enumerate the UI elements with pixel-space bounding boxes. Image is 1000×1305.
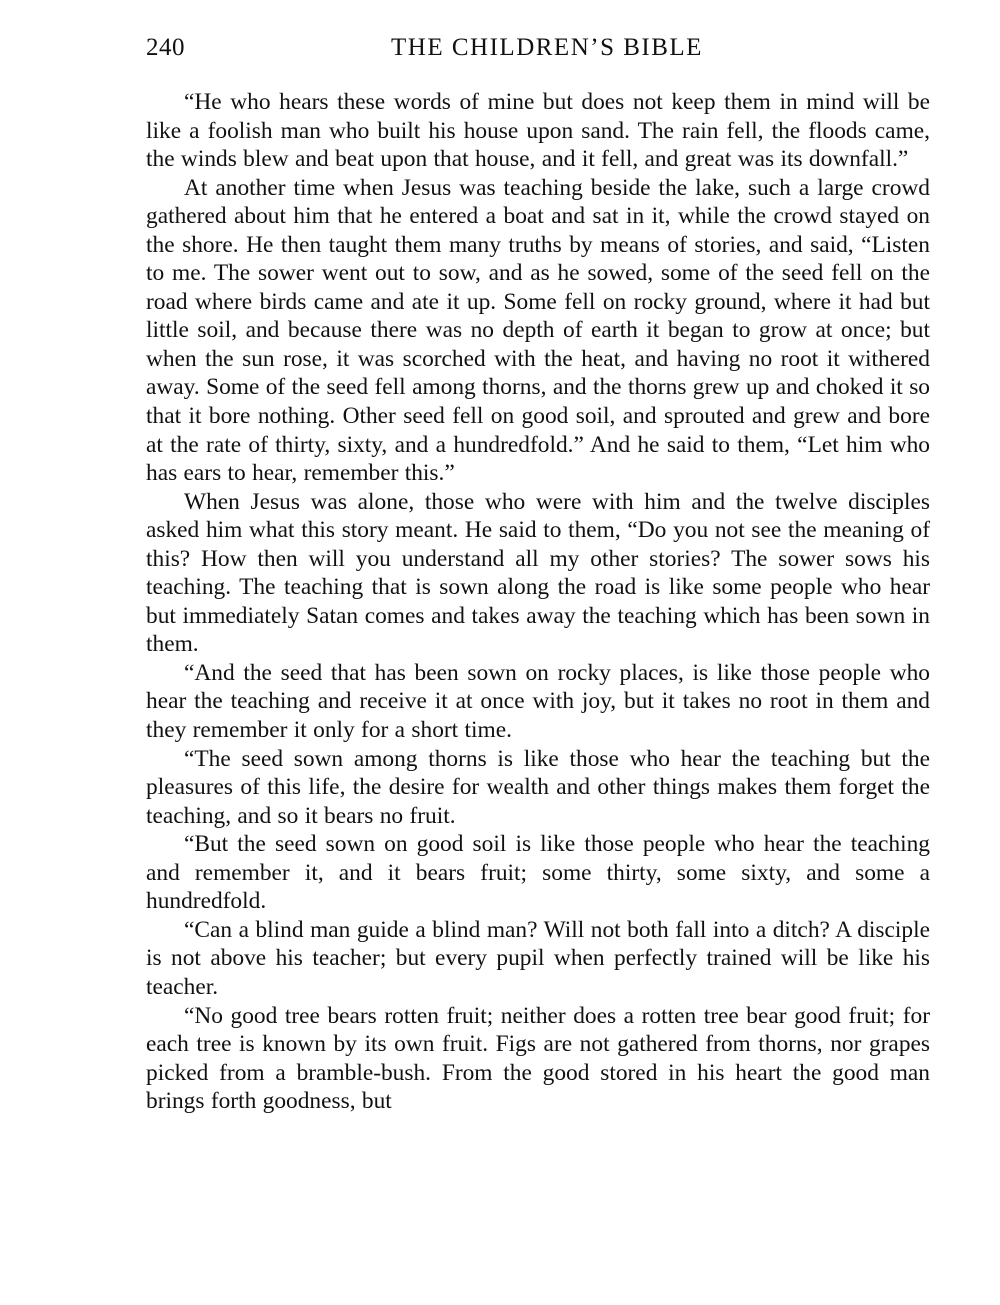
paragraph: “Can a blind man guide a blind man? Will not both fall into a ditch? A disciple is not above his teacher; but every pupil when perfectly trained will be like his teacher. (146, 916, 930, 1000)
paragraph: “But the seed sown on good soil is like those people who hear the teaching and remember it, and it bears fruit; some thirty, some sixty, and some a hundredfold. (146, 831, 930, 915)
book-page (146, 30, 930, 1116)
paragraph: “No good tree bears rotten fruit; neither does a rotten tree bear good fruit; for each tree is known by its own fruit. Figs are not gathered from thorns, nor grapes picked from a bramble-bush. From the good stored in his heart the good man brings forth goodness, but (146, 1002, 930, 1115)
book-title: THE CHILDREN’S BIBLE (391, 34, 703, 61)
paragraph: At another time when Jesus was teaching beside the lake, such a large crowd gathered about him that he entered a boat and sat in it, while the crowd stayed on the shore. He then taught them many truths by means of stories, and said, “Listen to me. The sower went out to sow, and as he sowed, some of the seed fell on the road where birds came and ate it up. Some fell on rocky ground, where it had but little soil, and because there was no depth of earth it began to grow at once; but when the sun rose, it was scorched with the heat, and having no root it withered away. Some of the seed fell among thorns, and the thorns grew up and choked it so that it bore nothing. Other seed fell on good soil, and sprouted and grew and bore at the rate of thirty, sixty, and a hundredfold.” And he said to them, “Let him who has ears to hear, remember this.” (146, 174, 930, 487)
page-number: 240 (146, 34, 185, 61)
running-head (146, 30, 930, 70)
paragraph: When Jesus was alone, those who were with him and the twelve disciples asked him what this story meant. He said to them, “Do you not see the meaning of this? How then will you understand all my other stories? The sower sows his teaching. The teaching that is sown along the road is like some people who hear but immediately Satan comes and takes away the teaching which has been sown in them. (146, 488, 930, 658)
body-text (146, 88, 930, 1116)
paragraph: “He who hears these words of mine but does not keep them in mind will be like a foolish man who built his house upon sand. The rain fell, the floods came, the winds blew and beat upon that house, and it fell, and great was its downfall.” (146, 89, 930, 173)
paragraph: “And the seed that has been sown on rocky places, is like those people who hear the teaching and receive it at once with joy, but it takes no root in them and they remember it only for a short time. (146, 659, 930, 744)
paragraph: “The seed sown among thorns is like those who hear the teaching but the pleasures of this life, the desire for wealth and other things makes them forget the teaching, and so it bears no fruit. (146, 745, 930, 829)
